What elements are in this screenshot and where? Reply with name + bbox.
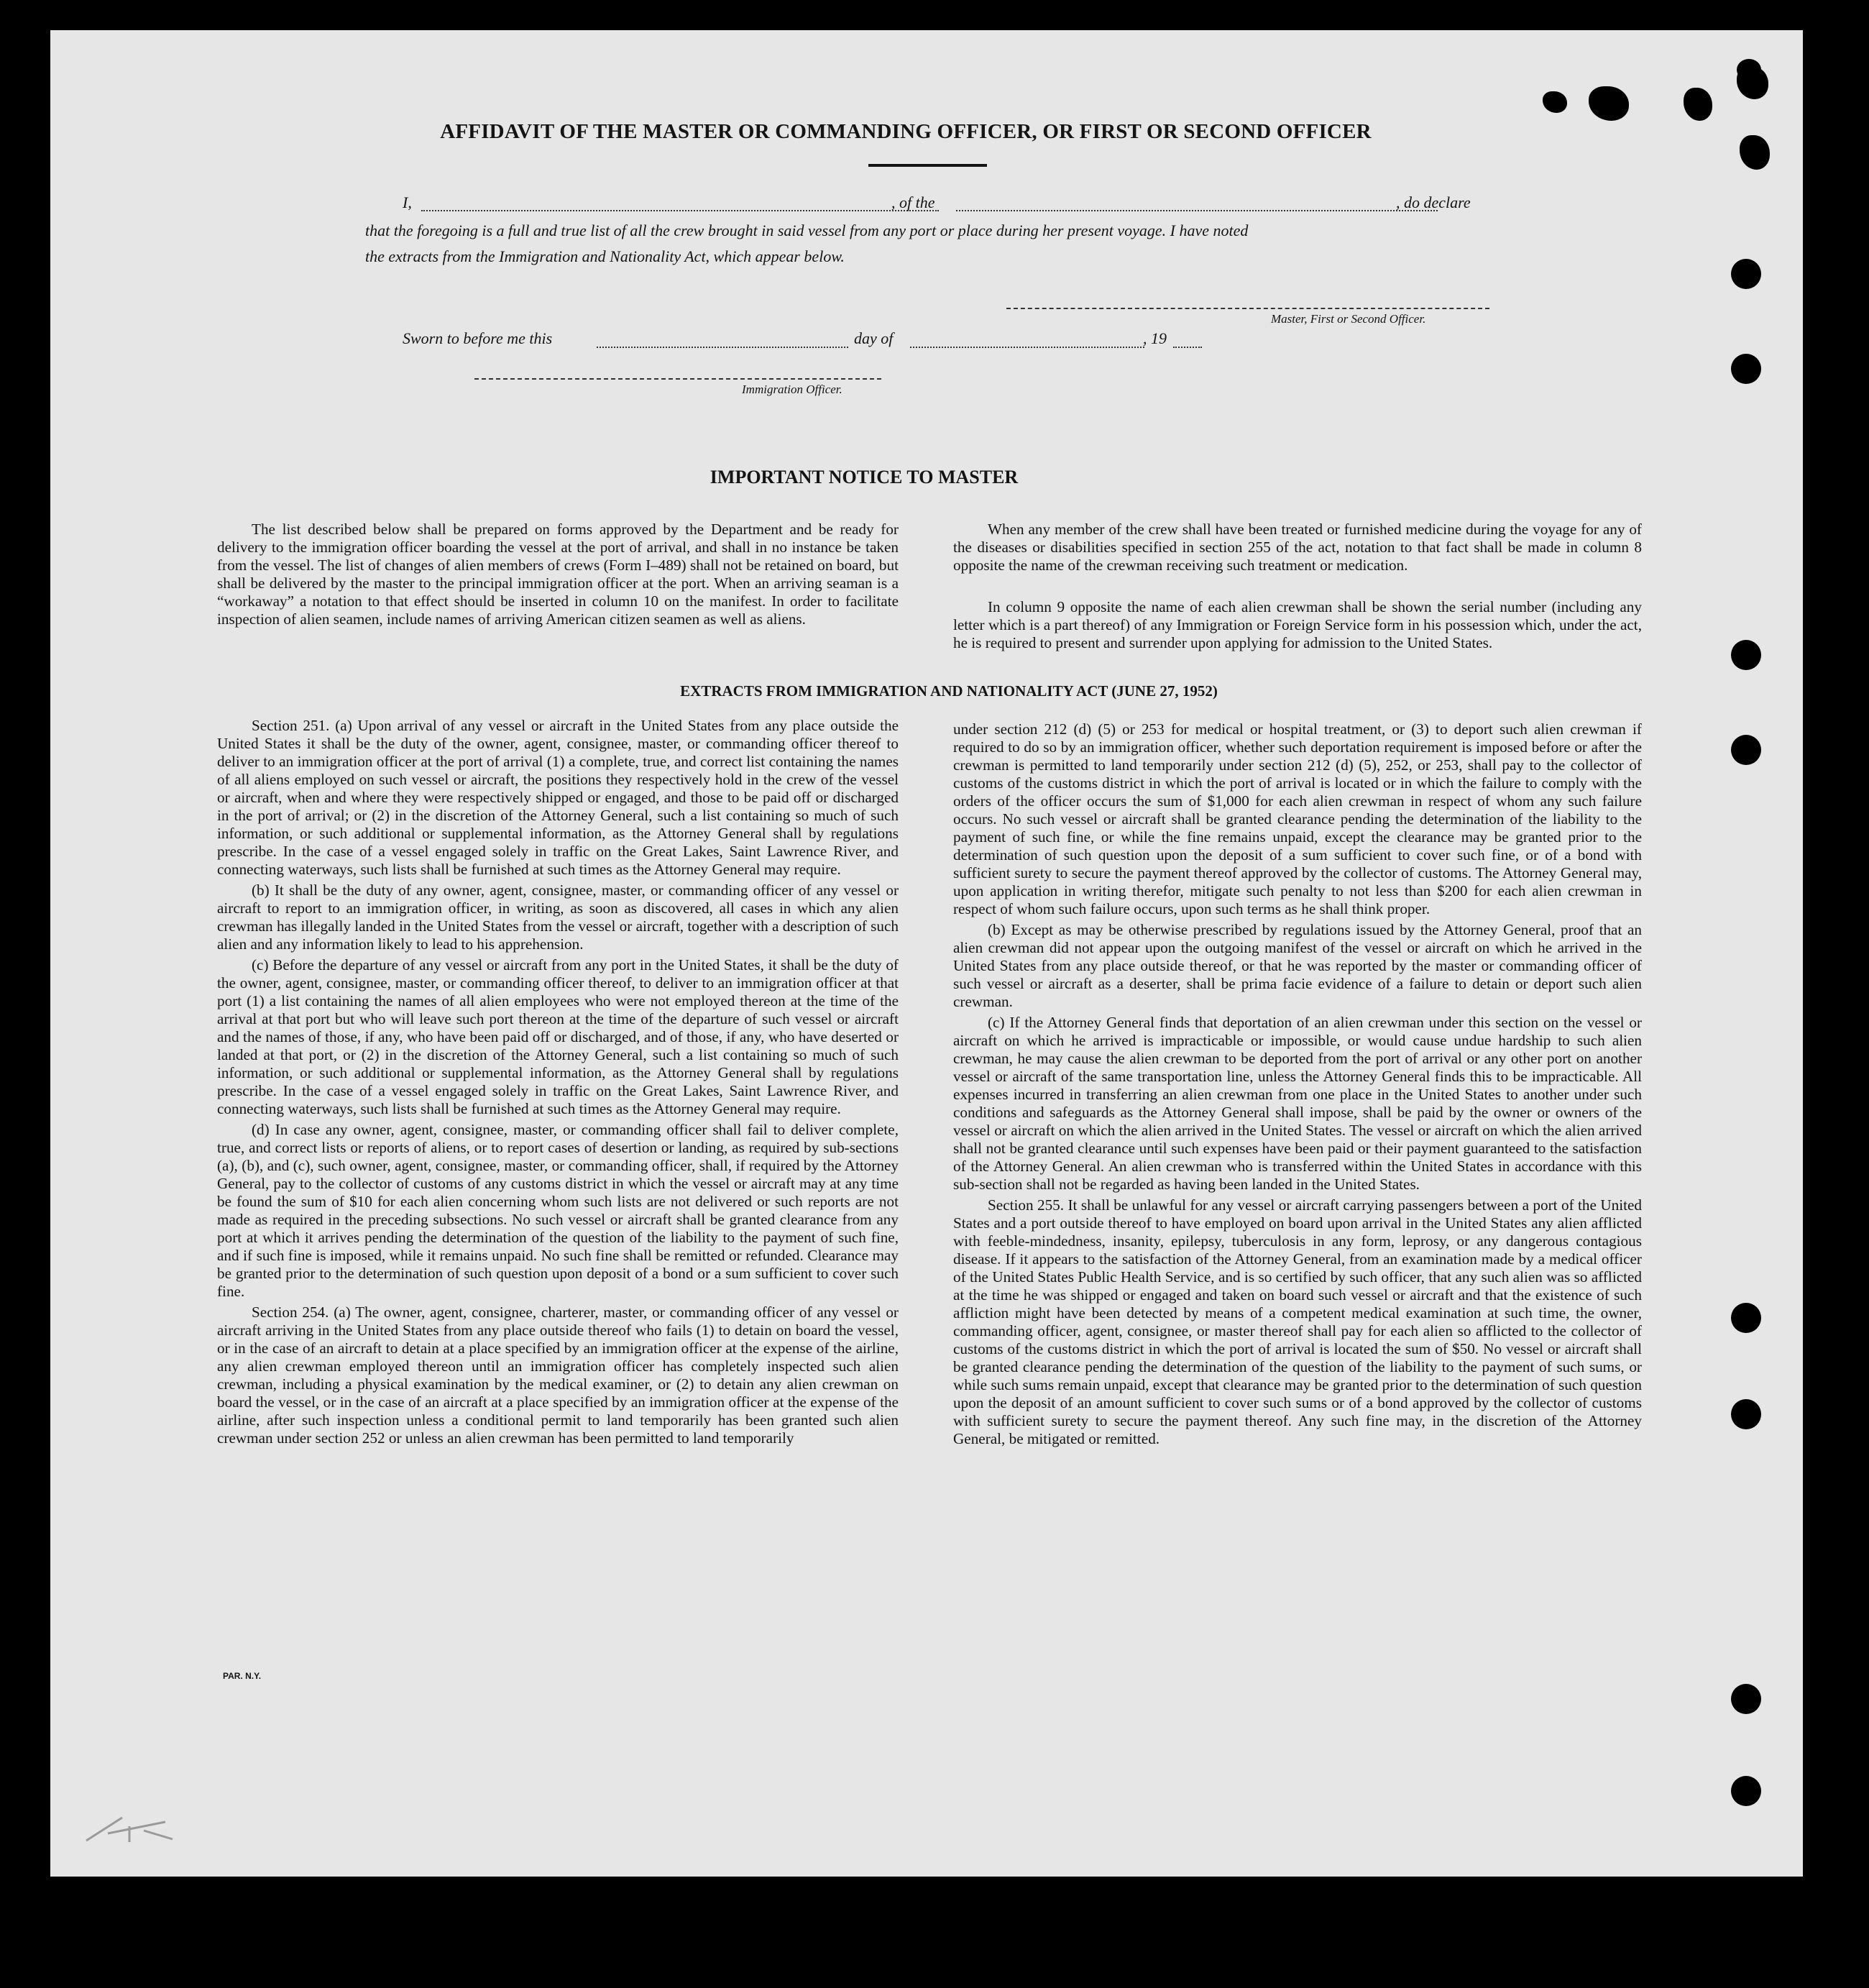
punch-hole xyxy=(1731,1684,1761,1714)
section-251-d: (d) In case any owner, agent, consignee, master, or commanding officer shall fail to deliver complete, true, and correct lists or reports of aliens, or to report cases of desertion or landing, as required by sub-sections (a), (b), and (c), such owner, agent, consignee, master, or commanding officer, shall, if required by the Attorney General, pay to the collector of customs of any customs district in which the vessel or aircraft may at any time be found the sum of $10 for each alien concerning whom such lists are not delivered or such reports are not made as required in the preceding subsections. No such vessel or aircraft shall be granted clearance from any port at which it arrives pending the determination of the question of the liability to the payment of such fine, and if such fine is imposed, while it remains unpaid. No such fine shall be remitted or refunded. Clearance may be granted prior to the determination of such question upon deposit of a bond or a sum sufficient to cover such fine. xyxy=(217,1121,899,1300)
punch-hole xyxy=(1731,1303,1761,1333)
punch-hole xyxy=(1737,66,1768,99)
affidavit-title: AFFIDAVIT OF THE MASTER OR COMMANDING OFFICER, OR FIRST OR SECOND OFFICER xyxy=(440,120,1372,143)
name-field[interactable] xyxy=(421,210,939,211)
immigration-officer-signature-field[interactable] xyxy=(474,378,881,380)
vessel-field[interactable] xyxy=(956,210,1438,211)
punch-hole xyxy=(1731,354,1761,384)
affidavit-text-line-2: that the foregoing is a full and true list of all the crew brought in said vessel from any port or place during her present voyage. I have noted xyxy=(365,221,1249,239)
section-254-b: (b) Except as may be otherwise prescribed by regulations issued by the Attorney General, proof that an alien crewman did not appear upon the outgoing manifest of the vessel or aircraft on which he arrived in the United States from any place outside thereof, or that he was reported by the master or commanding officer of such vessel or aircraft as a deserter, shall be prima facie evidence of a failure to detain or deport such alien crewman. xyxy=(953,921,1642,1010)
punch-hole xyxy=(1543,91,1567,113)
master-caption: Master, First or Second Officer. xyxy=(1271,312,1426,326)
affidavit-of-the-label: , of the xyxy=(891,193,935,211)
affidavit-i-label: I, xyxy=(403,193,412,211)
extracts-title: EXTRACTS FROM IMMIGRATION AND NATIONALITY ACT (JUNE 27, 1952) xyxy=(680,682,1218,700)
document-page xyxy=(50,30,1803,1877)
extracts-left-column xyxy=(217,717,899,1450)
affidavit-text-line-3: the extracts from the Immigration and Nationality Act, which appear below. xyxy=(365,247,845,265)
extracts-right-column xyxy=(953,720,1642,1451)
pencil-scribble-icon xyxy=(79,1812,180,1848)
section-251-b: (b) It shall be the duty of any owner, agent, consignee, master, or commanding officer of any vessel or aircraft to report to an immigration officer, in writing, as soon as discovered, all cases in which any alien crewman has illegally landed in the United States from the vessel or aircraft, together with a description of such alien and any information likely to lead to his apprehension. xyxy=(217,881,899,953)
punch-hole xyxy=(1589,86,1629,121)
sworn-day-field[interactable] xyxy=(597,347,848,348)
day-of-label: day of xyxy=(854,329,894,347)
notice-right-paragraph-1: When any member of the crew shall have been treated or furnished medicine during the voyage for any of the diseases or disabilities specified in section 255 of the act, notation to that fact shall be made in column 8 opposite the name of the crewman receiving such treatment or medication. xyxy=(953,521,1642,574)
title-rule xyxy=(868,164,987,167)
notice-left-paragraph: The list described below shall be prepared on forms approved by the Department and be ready for delivery to the immigration officer boarding the vessel at the port of arrival, and shall in no instance be taken from the vessel. The list of changes of alien members of crews (Form I–489) shall not be retained on board, but shall be delivered by the master to the principal immigration officer at the port. When an arriving seaman is a “workaway” a notation to that effect should be inserted in column 10 on the manifest. In order to facilitate inspection of alien seamen, include names of arriving American citizen seamen as well as aliens. xyxy=(217,521,899,628)
sworn-year-field[interactable] xyxy=(1173,347,1202,348)
punch-hole xyxy=(1731,735,1761,765)
sworn-before-label: Sworn to before me this xyxy=(403,329,553,347)
printer-mark: PAR. N.Y. xyxy=(223,1671,262,1681)
year-prefix-label: , 19 xyxy=(1143,329,1167,347)
section-254-a-continued: under section 212 (d) (5) or 253 for medical or hospital treatment, or (3) to deport such alien crewman if required to do so by an immigration officer, whether such deportation requirement is imposed before or after the crewman is permitted to land temporarily under section 212 (d) (5), 252, or 253, shall pay to the collector of customs of the customs district in which the port of arrival is located or in which the failure to comply with the orders of the officer occurs the sum of $1,000 for each alien crewman in respect of whom any such failure occurs. No such vessel or aircraft shall be granted clearance pending the determination of the liability to the payment of such fine, or while the fine remains unpaid, except the clearance may be granted prior to the determination of such question upon the deposit of a sum sufficient to cover such fine, or of a bond with sufficient surety to secure the payment thereof approved by the collector of customs. The Attorney General may, upon application in writing therefor, mitigate such penalty to not less than $200 for each alien crewman in respect of whom such failure occurs, upon such terms as he shall think proper. xyxy=(953,720,1642,917)
punch-hole xyxy=(1731,1399,1761,1429)
sworn-month-field[interactable] xyxy=(910,347,1144,348)
notice-title: IMPORTANT NOTICE TO MASTER xyxy=(710,467,1019,487)
affidavit-do-declare-label: , do declare xyxy=(1396,193,1471,211)
section-254-a: Section 254. (a) The owner, agent, consignee, charterer, master, or commanding officer of any vessel or aircraft arriving in the United States from any place outside thereof who fails (1) to detain on board the vessel, or in the case of an aircraft to detain at a place specified by an immigration officer at the expense of the airline, any alien crewman employed thereon until an immigration officer has completely inspected such alien crewman, including a physical examination by the medical examiner, or (2) to detain any alien crewman on board the vessel, or in the case of an aircraft at a place specified by an immigration officer at the expense of the airline, after such inspection unless a conditional permit to land temporarily has been granted such alien crewman under section 252 or unless an alien crewman has been permitted to land temporarily xyxy=(217,1304,899,1447)
punch-hole xyxy=(1731,259,1761,289)
section-254-c: (c) If the Attorney General finds that deportation of an alien crewman under this section on the vessel or aircraft on which he arrived is impracticable or impossible, or would cause undue hardship to such alien crewman, he may cause the alien crewman to be deported from the port of arrival or any other port on another vessel or aircraft of the same transportation line, unless the Attorney General finds this to be impracticable. All expenses incurred in transferring an alien crewman from one place in the United States to another under such conditions and safeguards as the Attorney General shall impose, shall be paid by the owner or owners of the vessel or aircraft on which the alien arrived in the United States. The vessel or aircraft on which the alien arrived shall not be granted clearance until such expenses have been paid or their payment guaranteed to the satisfaction of the Attorney General. An alien crewman who is transferred within the United States in accordance with this sub-section shall not be regarded as having been landed in the United States. xyxy=(953,1014,1642,1193)
punch-hole xyxy=(1731,640,1761,670)
immigration-officer-caption: Immigration Officer. xyxy=(742,383,842,396)
punch-hole xyxy=(1684,88,1712,121)
punch-hole xyxy=(1731,1776,1761,1806)
notice-right-paragraph-2: In column 9 opposite the name of each alien crewman shall be shown the serial number (including any letter which is a part thereof) of any Immigration or Foreign Service form in his possession which, under the act, he is required to present and surrender upon applying for admission to the United States. xyxy=(953,598,1642,651)
section-255: Section 255. It shall be unlawful for any vessel or aircraft carrying passengers between a port of the United States and a port outside thereof to have employed on board upon arrival in the United States any alien afflicted with feeble-mindedness, insanity, epilepsy, tuberculosis in any form, leprosy, or any dangerous contagious disease. If it appears to the satisfaction of the Attorney General, from an examination made by a medical officer of the United States Public Health Service, and is so certified by such officer, that any such alien was so afflicted at the time he was shipped or engaged and taken on board such vessel or aircraft and that the existence of such affliction might have been detected by means of a competent medical examination at such time, the owner, commanding officer, agent, consignee, or master thereof shall pay for each alien so afflicted to the collector of customs of the customs district in which the port of arrival is located the sum of $50. No vessel or aircraft shall be granted clearance pending the determination of the question of the liability to the payment of such sums, or while such sums remain unpaid, except that clearance may be granted prior to the determination of such question upon the deposit of an amount sufficient to cover such sums or of a bond approved by the collector of customs with sufficient surety to secure the payment thereof. Any such fine may, in the discretion of the Attorney General, be mitigated or remitted. xyxy=(953,1196,1642,1447)
section-251-c: (c) Before the departure of any vessel or aircraft from any port in the United States, it shall be the duty of the owner, agent, consignee, master, or commanding officer thereof, to deliver to an immigration officer at that port (1) a list containing the names of all alien employees who were not employed thereon at the time of the arrival at that port but who will leave such port thereon at the time of the departure of such vessel or aircraft and the names of those, if any, who have been paid off or discharged, and of those, if any, who have deserted or landed at that port, or (2) in the discretion of the Attorney General, such a list containing so much of such information, or such additional or supplemental information, as the Attorney General shall by regulations prescribe. In the case of a vessel engaged solely in traffic on the Great Lakes, Saint Lawrence River, and connecting waterways, such lists shall be furnished at such times as the Attorney General may require. xyxy=(217,956,899,1117)
master-signature-field[interactable] xyxy=(1006,308,1489,309)
section-251-a: Section 251. (a) Upon arrival of any vessel or aircraft in the United States from any place outside the United States it shall be the duty of the owner, agent, consignee, master, or commanding officer thereof to deliver to an immigration officer at the port of arrival (1) a complete, true, and correct list containing the names of all aliens employed on such vessel or aircraft, the positions they respectively hold in the crew of the vessel or aircraft, when and where they were respectively shipped or engaged, and those to be paid off or discharged in the port of arrival; or (2) in the discretion of the Attorney General, such a list containing so much of such information, or such additional or supplemental information, as the Attorney General shall by regulations prescribe. In the case of a vessel engaged solely in traffic on the Great Lakes, Saint Lawrence River, and connecting waterways, such lists shall be furnished at such times as the Attorney General may require. xyxy=(217,717,899,878)
